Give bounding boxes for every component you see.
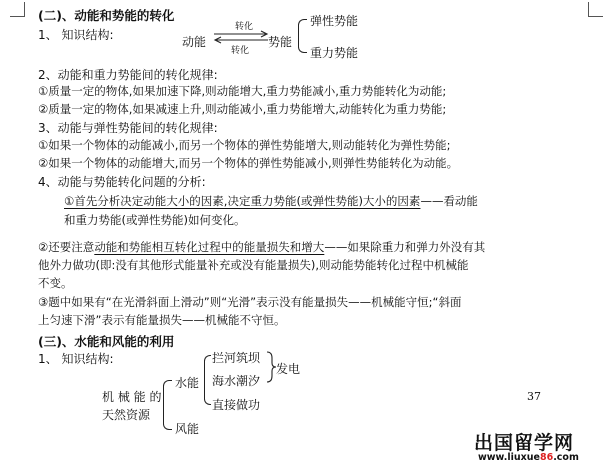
knowledge-structure-label-2: 1、 知识结构: bbox=[38, 352, 114, 366]
tide-label: 海水潮汐 bbox=[212, 374, 261, 388]
direct-work-label: 直接做功 bbox=[212, 398, 261, 412]
kinetic-energy-label: 动能 bbox=[182, 35, 207, 49]
watermark-url-red: 86 bbox=[539, 452, 554, 463]
rule3-line1: ①如果一个物体的动能减小,而另一个物体的弹性势能增大,则动能转化为弹性势能; bbox=[38, 138, 451, 152]
water-energy-label: 水能 bbox=[175, 376, 200, 390]
watermark-title: 出国留学网 bbox=[474, 432, 575, 454]
water-bracket bbox=[204, 355, 211, 405]
analysis-point2-line3: 不变。 bbox=[38, 276, 73, 290]
tree-root-bracket bbox=[163, 380, 172, 430]
analysis-point1-tail: ——看动能 bbox=[420, 194, 478, 208]
elastic-potential-label: 弹性势能 bbox=[310, 14, 359, 28]
analysis-point2-tail: ——如果除重力和弹力外没有其 bbox=[324, 240, 486, 254]
tree-root-line2: 天然资源 bbox=[102, 408, 151, 422]
analysis-point2-line2: 他外力做功(即:没有其他形式能量补充或没有能量损失),则动能势能转化过程中机械能 bbox=[38, 258, 469, 272]
analysis-point1 bbox=[64, 193, 478, 209]
gravity-potential-label: 重力势能 bbox=[310, 46, 359, 60]
corner-mark-top-left bbox=[10, 2, 25, 17]
convert-label-bottom: 转化 bbox=[231, 46, 250, 56]
rule2-line1: ①质量一定的物体,如果加速下降,则动能增大,重力势能减小,重力势能转化为动能; bbox=[38, 84, 447, 98]
analysis-point3-line2: 上匀速下滑”表示有能量损失——机械能不守恒。 bbox=[38, 313, 286, 327]
wind-energy-label: 风能 bbox=[175, 422, 200, 436]
analysis-point1-underlined: ①首先分析决定动能大小的因素,决定重力势能(或弹性势能)大小的因素 bbox=[64, 194, 421, 208]
corner-mark-top-right bbox=[588, 2, 603, 17]
power-generation-label: 发电 bbox=[276, 362, 301, 376]
rule3-line2: ②如果一个物体的动能增大,而另一个物体的弹性势能减小,则弹性势能转化为动能。 bbox=[38, 156, 459, 170]
section-title-energy-conversion: (二)、动能和势能的转化 bbox=[38, 8, 175, 23]
analysis-point1-line2: 和重力势能(或弹性势能)如何变化。 bbox=[64, 213, 246, 227]
potential-energy-label: 势能 bbox=[268, 35, 293, 49]
analysis-point2-underlined: 动能和势能相互转化过程中的能量损失和增大 bbox=[94, 240, 325, 254]
analysis-point3-line1: ③题中如果有“在光滑斜面上滑动”则“光滑”表示没有能量损失——机械能守恒;“斜面 bbox=[38, 295, 462, 309]
rule3-heading: 3、动能与弹性势能间的转化规律: bbox=[38, 121, 218, 135]
conversion-arrows bbox=[212, 30, 270, 44]
rule2-line2: ②质量一定的物体,如果减速上升,则动能减小,重力势能增大,动能转化为重力势能; bbox=[38, 102, 447, 116]
analysis-point2-prefix: ②还要注意 bbox=[38, 240, 95, 254]
watermark-url-prefix: www.liuxue bbox=[478, 452, 540, 463]
convert-label-top: 转化 bbox=[235, 22, 254, 32]
watermark-url-suffix: .com bbox=[553, 452, 579, 463]
watermark-url bbox=[478, 452, 579, 463]
analysis-point2 bbox=[38, 239, 485, 255]
dam-label: 拦河筑坝 bbox=[212, 351, 261, 365]
knowledge-structure-label: 1、 知识结构: bbox=[38, 28, 114, 42]
section-title-water-wind: (三)、水能和风能的利用 bbox=[38, 334, 175, 349]
potential-bracket bbox=[298, 19, 307, 53]
rule4-heading: 4、动能与势能转化问题的分析: bbox=[38, 175, 206, 189]
tree-root-line1: 机 械 能 的 bbox=[102, 390, 162, 404]
page-number: 37 bbox=[527, 390, 541, 403]
rule2-heading: 2、动能和重力势能间的转化规律: bbox=[38, 68, 218, 82]
